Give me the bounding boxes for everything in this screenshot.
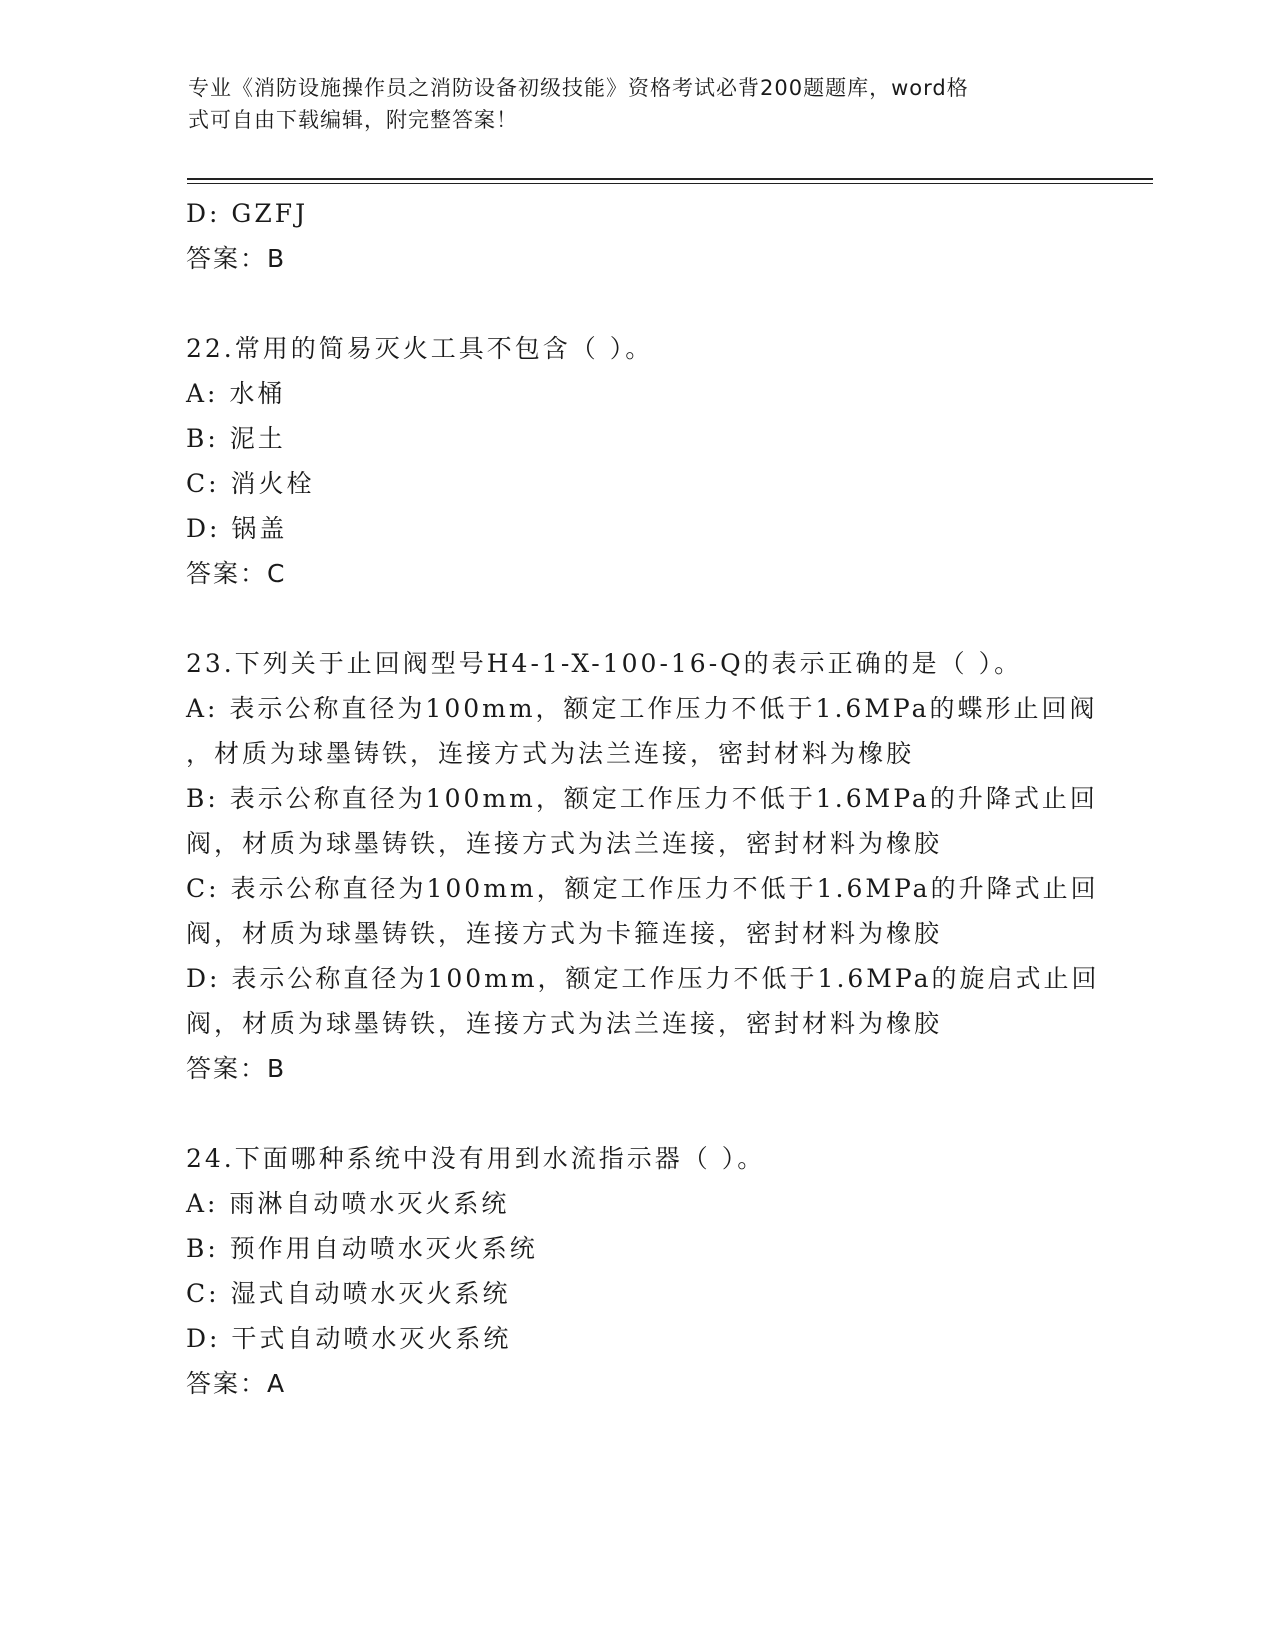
question-22-stem: 22.常用的简易灭火工具不包含（ ）。 bbox=[186, 334, 654, 363]
question-24-option-c: C: 湿式自动喷水灭火系统 bbox=[186, 1279, 511, 1308]
question-22-option-d: D: 锅盖 bbox=[186, 514, 288, 543]
question-24-option-d: D: 干式自动喷水灭火系统 bbox=[186, 1324, 512, 1353]
question-24-answer: 答案：A bbox=[186, 1369, 287, 1398]
question-gap bbox=[186, 1091, 1086, 1136]
question-23-option-b-line-1: B: 表示公称直径为100mm，额定工作压力不低于1.6MPa的升降式止回 bbox=[186, 784, 1098, 813]
question-22-option-c: C: 消火栓 bbox=[186, 469, 315, 498]
question-23-option-c-line-2: 阀，材质为球墨铸铁，连接方式为卡箍连接，密封材料为橡胶 bbox=[186, 919, 943, 948]
question-23-option-c-line-1: C: 表示公称直径为100mm，额定工作压力不低于1.6MPa的升降式止回 bbox=[186, 874, 1099, 903]
prev-question-answer: 答案：B bbox=[186, 244, 287, 273]
question-23-option-d-line-2: 阀，材质为球墨铸铁，连接方式为法兰连接，密封材料为橡胶 bbox=[186, 1009, 943, 1038]
question-24-stem: 24.下面哪种系统中没有用到水流指示器（ ）。 bbox=[186, 1144, 766, 1173]
question-gap bbox=[186, 281, 1086, 326]
question-23-option-b-line-2: 阀，材质为球墨铸铁，连接方式为法兰连接，密封材料为橡胶 bbox=[186, 829, 943, 858]
question-list bbox=[186, 191, 1100, 1406]
question-22-option-a: A: 水桶 bbox=[186, 379, 286, 408]
question-22-answer: 答案：C bbox=[186, 559, 287, 588]
prev-question-option-d: D: GZFJ bbox=[186, 199, 309, 228]
header-title-line-1: 专业《消防设施操作员之消防设备初级技能》资格考试必背200题题库，word格 bbox=[188, 76, 969, 100]
document-header bbox=[188, 72, 1088, 136]
question-23-option-d-line-1: D: 表示公称直径为100mm，额定工作压力不低于1.6MPa的旋启式止回 bbox=[186, 964, 1100, 993]
question-24-option-a: A: 雨淋自动喷水灭火系统 bbox=[186, 1189, 510, 1218]
question-23-stem: 23.下列关于止回阀型号H4-1-X-100-16-Q的表示正确的是（ ）。 bbox=[186, 649, 1023, 678]
header-divider-thin bbox=[187, 183, 1153, 184]
question-23-option-a-line-1: A: 表示公称直径为100mm，额定工作压力不低于1.6MPa的蝶形止回阀 bbox=[186, 694, 1098, 723]
question-23-option-a-line-2: ，材质为球墨铸铁，连接方式为法兰连接，密封材料为橡胶 bbox=[186, 739, 915, 768]
question-22-option-b: B: 泥土 bbox=[186, 424, 286, 453]
header-divider bbox=[187, 178, 1153, 180]
question-24-option-b: B: 预作用自动喷水灭火系统 bbox=[186, 1234, 538, 1263]
header-title-line-2: 式可自由下载编辑，附完整答案！ bbox=[188, 108, 518, 132]
question-23-answer: 答案：B bbox=[186, 1054, 287, 1083]
question-gap bbox=[186, 596, 1086, 641]
